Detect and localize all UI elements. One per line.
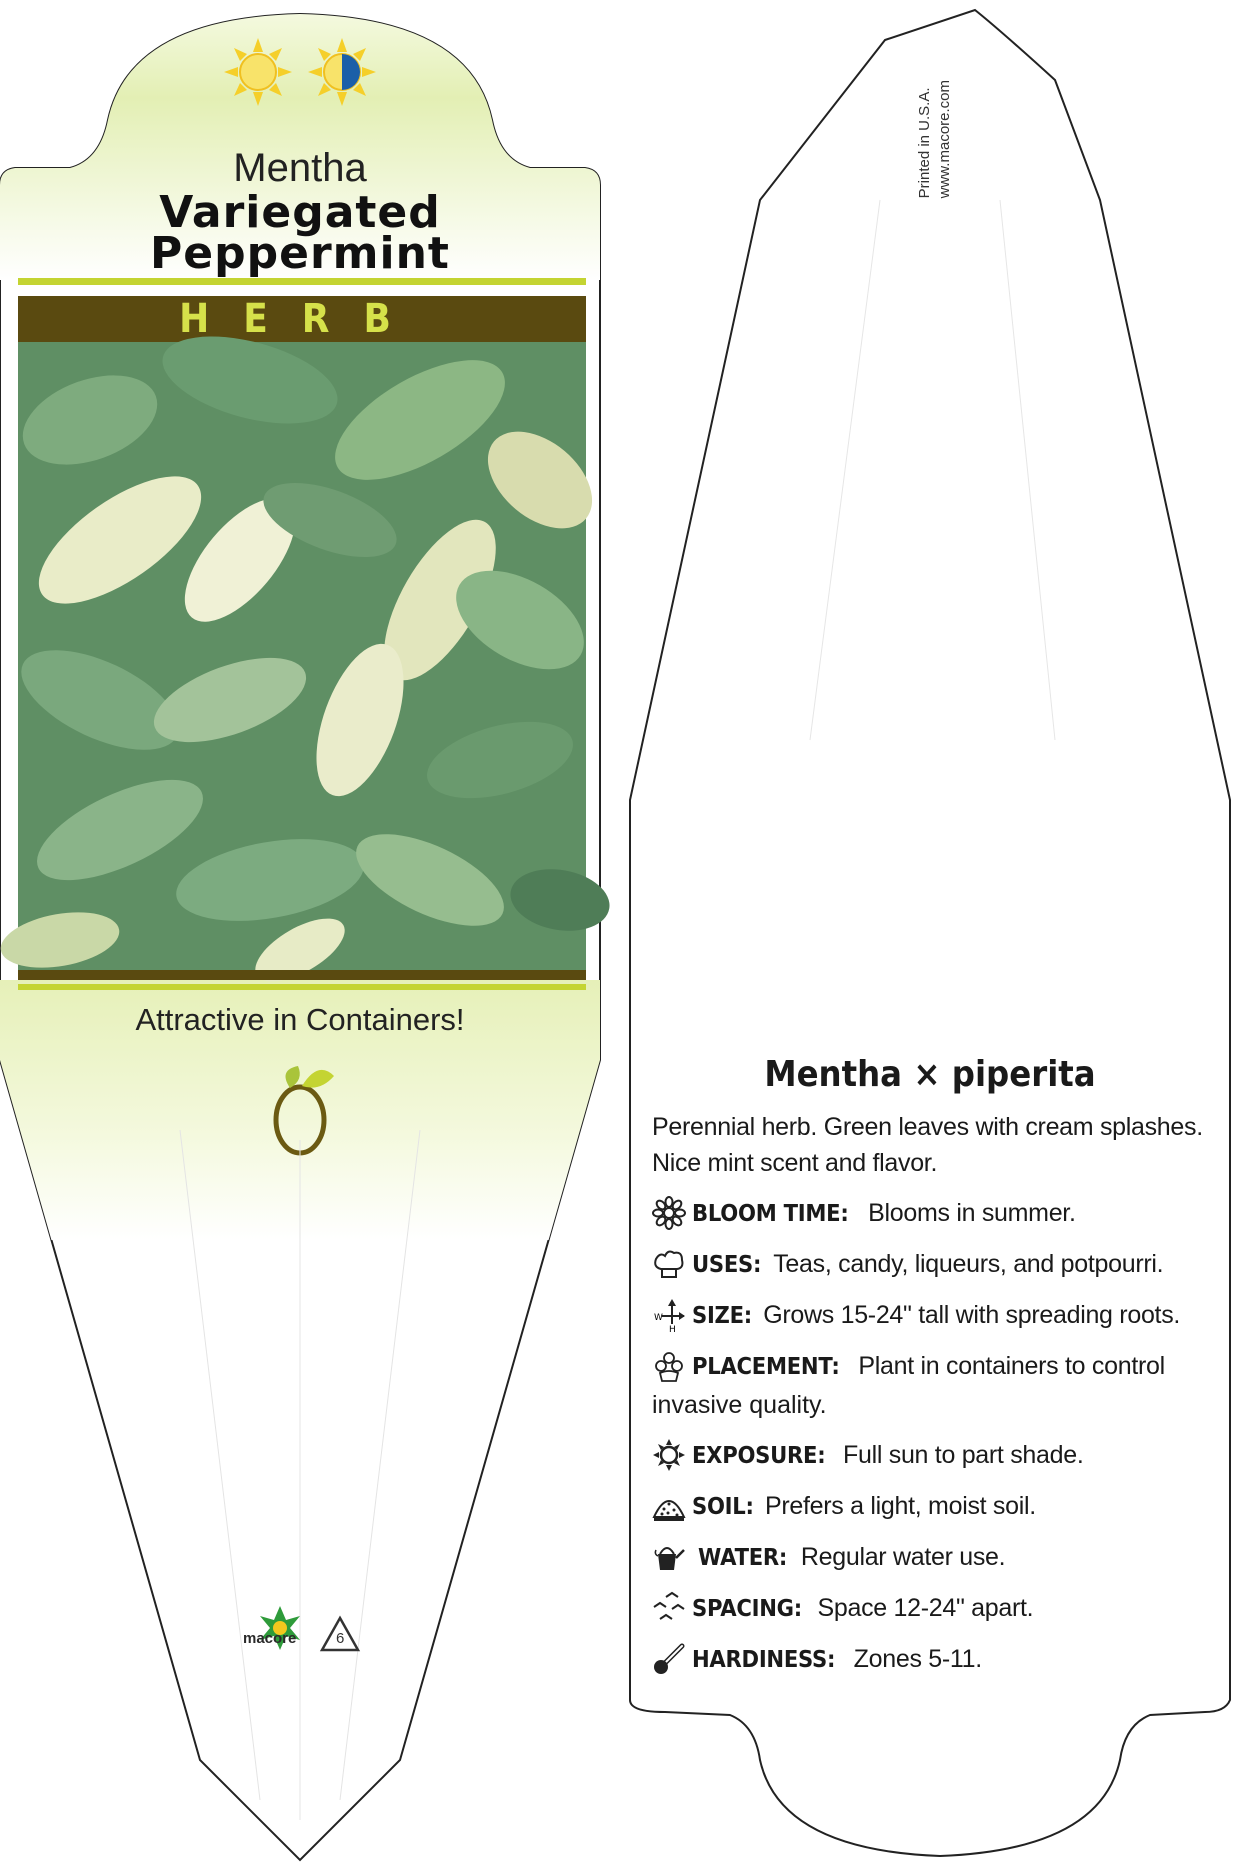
spacing-icon [652, 1591, 686, 1625]
scientific-name: Mentha × piperita [764, 1054, 1096, 1095]
exposure-value: Full sun to part shade. [843, 1441, 1084, 1469]
attribute-spacing [652, 1590, 1212, 1627]
soil-value: Prefers a light, moist soil. [765, 1492, 1036, 1520]
category-label: HERB [179, 296, 425, 342]
hardiness-value: Zones 5-11. [853, 1645, 982, 1673]
printed-line2: www.macore.com [936, 80, 953, 199]
attribute-hardiness [652, 1641, 1212, 1678]
bloom-time-label: BLOOM TIME: [692, 1201, 849, 1227]
hardiness-label: HARDINESS: [692, 1647, 836, 1673]
attribute-bloom-time [652, 1195, 1212, 1232]
water-label: WATER: [698, 1545, 788, 1571]
watering-can-icon [652, 1540, 686, 1574]
attribute-placement [652, 1348, 1212, 1385]
recycle-code: 6 [336, 1630, 345, 1647]
brand-name: macore [243, 1630, 297, 1647]
printed-notice [915, 80, 1075, 198]
bloom-time-value: Blooms in summer. [868, 1199, 1076, 1227]
accent-stripe-top [18, 278, 586, 285]
front-tag [0, 0, 614, 1860]
placement-icon [652, 1349, 686, 1383]
genus-name: Mentha [233, 146, 367, 190]
size-arrows-icon [652, 1298, 686, 1332]
thermometer-icon [652, 1642, 686, 1676]
attribute-size [652, 1297, 1212, 1334]
soil-label: SOIL: [692, 1494, 754, 1520]
attribute-exposure [652, 1437, 1212, 1474]
svg-text:H: H [669, 1325, 676, 1332]
spacing-label: SPACING: [692, 1596, 802, 1622]
photo-bottom-band [18, 970, 586, 980]
uses-value: Teas, candy, liqueurs, and potpourri. [773, 1250, 1164, 1278]
uses-label: USES: [692, 1252, 762, 1278]
attribute-uses [652, 1246, 1212, 1283]
placement-label: PLACEMENT: [692, 1354, 840, 1380]
sun-outline-icon [652, 1438, 686, 1472]
size-label: SIZE: [692, 1303, 753, 1329]
attribute-water [652, 1539, 1212, 1576]
exposure-label: EXPOSURE: [692, 1443, 826, 1469]
tagline: Attractive in Containers! [135, 1002, 465, 1037]
size-value: Grows 15-24" tall with spreading roots. [763, 1301, 1181, 1329]
soil-icon [652, 1489, 686, 1523]
accent-stripe-bottom [18, 984, 586, 990]
printed-line1: Printed in U.S.A. [916, 87, 933, 199]
plant-description: Perennial herb. Green leaves with cream splashes. Nice mint scent and flavor. [652, 1113, 1203, 1177]
chef-hat-icon [652, 1247, 686, 1281]
placement-value-wrap: invasive quality. [652, 1391, 827, 1419]
back-content [652, 1054, 1212, 1678]
svg-text:W: W [654, 1313, 663, 1323]
water-value: Regular water use. [800, 1543, 1006, 1571]
full-sun-icon [224, 38, 292, 106]
placement-value: Plant in containers to control [858, 1352, 1165, 1380]
plant-photo [0, 320, 614, 994]
part-shade-icon [308, 38, 376, 106]
spacing-value: Space 12-24" apart. [817, 1594, 1034, 1622]
common-name-line1: Variegated [159, 187, 441, 238]
flower-icon [652, 1196, 686, 1230]
attribute-soil [652, 1488, 1212, 1525]
common-name-line2: Peppermint [150, 228, 450, 279]
